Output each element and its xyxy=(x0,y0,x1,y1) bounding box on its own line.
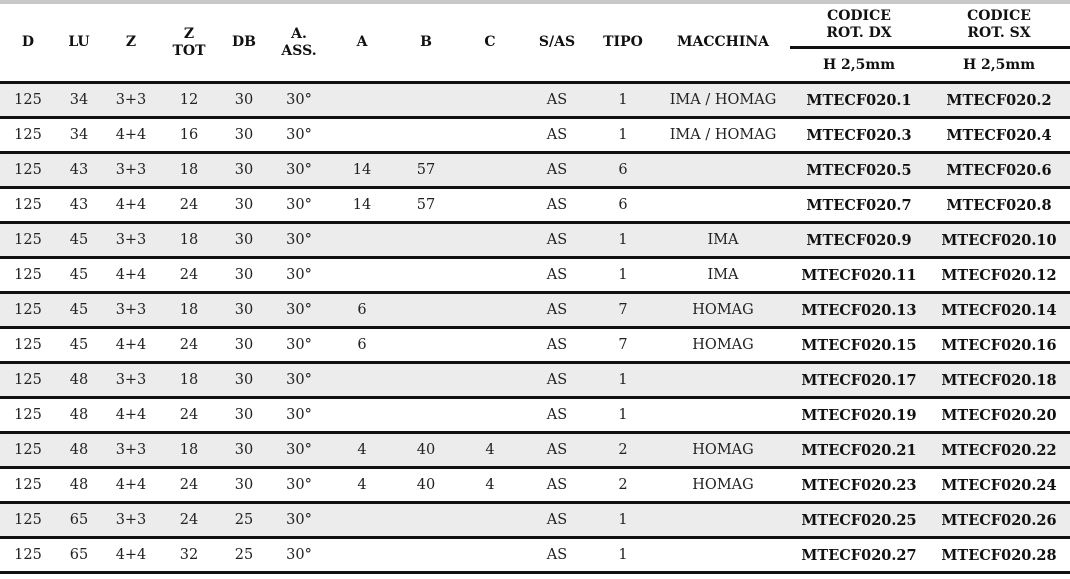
cell-aass: 30° xyxy=(286,92,312,108)
cell-db: 25 xyxy=(234,512,254,528)
cell-sas: AS xyxy=(546,512,568,528)
cell-ztot: 24 xyxy=(179,477,199,493)
cell-db: 30 xyxy=(234,407,254,423)
cell-b xyxy=(396,293,456,328)
cell-lu: 48 xyxy=(69,407,89,423)
cell-aass: 30° xyxy=(286,442,312,458)
header-h-dx: H 2,5mm xyxy=(822,56,896,73)
cell-macchina: IMA xyxy=(707,232,739,248)
cell-aass: 30° xyxy=(286,197,312,213)
cell-lu: 34 xyxy=(69,127,89,143)
table-row xyxy=(0,118,1070,153)
cell-lu: 65 xyxy=(69,512,89,528)
cell-ztot: 24 xyxy=(179,407,199,423)
cell-c xyxy=(456,363,524,398)
cell-db: 30 xyxy=(234,162,254,178)
cell-aass: 30° xyxy=(286,477,312,493)
cell-sx: MTECF020.18 xyxy=(941,371,1057,389)
cell-sx: MTECF020.28 xyxy=(941,546,1057,564)
cell-d: 125 xyxy=(14,302,42,318)
table-header xyxy=(0,4,1070,83)
header-b: B xyxy=(420,34,432,50)
cell-tipo: 2 xyxy=(618,477,628,493)
header-codice-dx-line1: CODICE xyxy=(827,8,891,24)
cell-c xyxy=(456,153,524,188)
header-codice-dx-line2: ROT. DX xyxy=(826,25,892,41)
cell-a xyxy=(328,363,396,398)
header-z-tot-line1: Z xyxy=(183,25,195,42)
cell-tipo: 1 xyxy=(618,407,628,423)
cell-lu: 45 xyxy=(69,337,89,353)
cell-db: 30 xyxy=(234,442,254,458)
cell-tipo: 1 xyxy=(618,547,628,563)
cell-dx: MTECF020.21 xyxy=(801,441,917,459)
header-d: D xyxy=(21,34,35,50)
cell-tipo: 1 xyxy=(618,232,628,248)
cell-c xyxy=(456,188,524,223)
cell-d: 125 xyxy=(14,407,42,423)
cell-db: 30 xyxy=(234,267,254,283)
cell-sas: AS xyxy=(546,442,568,458)
cell-macchina xyxy=(656,398,790,433)
cell-c xyxy=(456,293,524,328)
table-row xyxy=(0,503,1070,538)
header-codice-rot-dx xyxy=(790,4,928,48)
cell-b: 40 xyxy=(416,442,436,458)
cell-macchina xyxy=(656,153,790,188)
cell-sas: AS xyxy=(546,477,568,493)
cell-dx: MTECF020.11 xyxy=(801,266,917,284)
header-tipo: TIPO xyxy=(603,34,643,50)
cell-macchina: IMA xyxy=(707,267,739,283)
header-s-as: S/AS xyxy=(538,34,576,50)
cell-z: 4+4 xyxy=(115,407,147,423)
cell-lu: 34 xyxy=(69,92,89,108)
cell-dx: MTECF020.3 xyxy=(806,126,912,144)
cell-dx: MTECF020.17 xyxy=(801,371,917,389)
cell-sas: AS xyxy=(546,232,568,248)
cell-ztot: 18 xyxy=(179,372,199,388)
cell-lu: 48 xyxy=(69,372,89,388)
cell-aass: 30° xyxy=(286,407,312,423)
cell-ztot: 24 xyxy=(179,197,199,213)
cell-aass: 30° xyxy=(286,512,312,528)
cell-lu: 48 xyxy=(69,477,89,493)
cell-db: 30 xyxy=(234,372,254,388)
table-row xyxy=(0,153,1070,188)
cell-c xyxy=(456,538,524,573)
cell-sas: AS xyxy=(546,197,568,213)
header-codice-sx-line1: CODICE xyxy=(967,8,1031,24)
cell-z: 4+4 xyxy=(115,267,147,283)
cell-b xyxy=(396,258,456,293)
cell-dx: MTECF020.19 xyxy=(801,406,917,424)
header-z-tot-line2: TOT xyxy=(172,42,206,59)
cell-b xyxy=(396,83,456,118)
table-row xyxy=(0,223,1070,258)
cell-a: 4 xyxy=(357,477,367,493)
cell-d: 125 xyxy=(14,372,42,388)
cell-b: 57 xyxy=(416,162,436,178)
cell-b xyxy=(396,398,456,433)
table-row xyxy=(0,363,1070,398)
cell-macchina: HOMAG xyxy=(692,442,754,458)
cell-c: 4 xyxy=(485,477,495,493)
cell-d: 125 xyxy=(14,197,42,213)
cell-a: 4 xyxy=(357,442,367,458)
cell-dx: MTECF020.5 xyxy=(806,161,912,179)
cell-c xyxy=(456,258,524,293)
cell-lu: 43 xyxy=(69,197,89,213)
cell-c xyxy=(456,503,524,538)
header-a-ass-line1: A. xyxy=(291,25,307,42)
cell-lu: 45 xyxy=(69,302,89,318)
cell-sx: MTECF020.12 xyxy=(941,266,1057,284)
cell-tipo: 6 xyxy=(618,162,628,178)
cell-z: 3+3 xyxy=(115,372,147,388)
cell-sx: MTECF020.10 xyxy=(941,231,1057,249)
cell-aass: 30° xyxy=(286,232,312,248)
cell-dx: MTECF020.15 xyxy=(801,336,917,354)
cell-dx: MTECF020.25 xyxy=(801,511,917,529)
cell-sas: AS xyxy=(546,92,568,108)
cell-dx: MTECF020.23 xyxy=(801,476,917,494)
header-codice-sx-line2: ROT. SX xyxy=(967,25,1031,41)
cell-sx: MTECF020.20 xyxy=(941,406,1057,424)
cell-sas: AS xyxy=(546,547,568,563)
cell-a xyxy=(328,258,396,293)
cell-tipo: 1 xyxy=(618,372,628,388)
cell-tipo: 1 xyxy=(618,127,628,143)
cell-lu: 45 xyxy=(69,232,89,248)
cell-b xyxy=(396,118,456,153)
header-c: C xyxy=(484,34,496,50)
cell-macchina: IMA / HOMAG xyxy=(669,92,777,108)
cell-aass: 30° xyxy=(286,302,312,318)
cell-tipo: 7 xyxy=(618,302,628,318)
cell-sas: AS xyxy=(546,127,568,143)
table-row xyxy=(0,188,1070,223)
cell-aass: 30° xyxy=(286,547,312,563)
cell-tipo: 2 xyxy=(618,442,628,458)
cell-ztot: 24 xyxy=(179,512,199,528)
cell-b xyxy=(396,328,456,363)
table-row xyxy=(0,538,1070,573)
cell-a: 6 xyxy=(357,337,367,353)
cell-z: 3+3 xyxy=(115,442,147,458)
cell-b xyxy=(396,363,456,398)
header-a-ass xyxy=(270,4,328,83)
cell-sas: AS xyxy=(546,337,568,353)
cell-sx: MTECF020.22 xyxy=(941,441,1057,459)
cell-z: 4+4 xyxy=(115,547,147,563)
cell-tipo: 1 xyxy=(618,512,628,528)
table-row xyxy=(0,293,1070,328)
cell-sx: MTECF020.4 xyxy=(946,126,1052,144)
cell-c xyxy=(456,83,524,118)
cell-aass: 30° xyxy=(286,267,312,283)
cell-dx: MTECF020.7 xyxy=(806,196,912,214)
table-body xyxy=(0,83,1070,573)
cell-ztot: 32 xyxy=(179,547,199,563)
cell-c xyxy=(456,223,524,258)
cell-lu: 43 xyxy=(69,162,89,178)
cell-b xyxy=(396,538,456,573)
cell-macchina: HOMAG xyxy=(692,337,754,353)
cell-z: 4+4 xyxy=(115,197,147,213)
cell-b xyxy=(396,223,456,258)
cell-d: 125 xyxy=(14,477,42,493)
header-h-sx: H 2,5mm xyxy=(962,56,1036,73)
cell-d: 125 xyxy=(14,512,42,528)
cell-d: 125 xyxy=(14,267,42,283)
cell-sx: MTECF020.26 xyxy=(941,511,1057,529)
cell-lu: 48 xyxy=(69,442,89,458)
cell-db: 30 xyxy=(234,127,254,143)
cell-db: 25 xyxy=(234,547,254,563)
cell-d: 125 xyxy=(14,547,42,563)
cell-lu: 65 xyxy=(69,547,89,563)
cell-dx: MTECF020.27 xyxy=(801,546,917,564)
cell-a: 14 xyxy=(352,197,372,213)
header-z-tot xyxy=(160,4,218,83)
cell-ztot: 12 xyxy=(179,92,199,108)
cell-sas: AS xyxy=(546,302,568,318)
cell-z: 3+3 xyxy=(115,232,147,248)
cell-a xyxy=(328,118,396,153)
product-table xyxy=(0,4,1070,574)
cell-tipo: 7 xyxy=(618,337,628,353)
cell-b xyxy=(396,503,456,538)
cell-z: 4+4 xyxy=(115,337,147,353)
cell-d: 125 xyxy=(14,162,42,178)
table-row xyxy=(0,328,1070,363)
table-row xyxy=(0,83,1070,118)
cell-sx: MTECF020.16 xyxy=(941,336,1057,354)
cell-a xyxy=(328,538,396,573)
cell-c xyxy=(456,118,524,153)
cell-d: 125 xyxy=(14,92,42,108)
table-row xyxy=(0,258,1070,293)
cell-aass: 30° xyxy=(286,127,312,143)
cell-z: 3+3 xyxy=(115,302,147,318)
cell-dx: MTECF020.13 xyxy=(801,301,917,319)
cell-d: 125 xyxy=(14,232,42,248)
cell-c xyxy=(456,328,524,363)
cell-sas: AS xyxy=(546,372,568,388)
cell-sx: MTECF020.8 xyxy=(946,196,1052,214)
cell-d: 125 xyxy=(14,442,42,458)
cell-db: 30 xyxy=(234,92,254,108)
cell-macchina: HOMAG xyxy=(692,302,754,318)
header-lu: LU xyxy=(68,34,90,50)
cell-macchina xyxy=(656,503,790,538)
cell-c xyxy=(456,398,524,433)
cell-macchina xyxy=(656,538,790,573)
cell-dx: MTECF020.1 xyxy=(806,91,912,109)
header-z: Z xyxy=(125,34,137,50)
cell-ztot: 18 xyxy=(179,442,199,458)
cell-db: 30 xyxy=(234,477,254,493)
cell-tipo: 1 xyxy=(618,92,628,108)
cell-z: 3+3 xyxy=(115,512,147,528)
cell-sx: MTECF020.2 xyxy=(946,91,1052,109)
cell-ztot: 18 xyxy=(179,302,199,318)
table-row xyxy=(0,398,1070,433)
cell-aass: 30° xyxy=(286,162,312,178)
cell-ztot: 24 xyxy=(179,337,199,353)
cell-a xyxy=(328,398,396,433)
header-macchina: MACCHINA xyxy=(676,34,770,50)
cell-a xyxy=(328,503,396,538)
cell-tipo: 6 xyxy=(618,197,628,213)
cell-ztot: 24 xyxy=(179,267,199,283)
cell-d: 125 xyxy=(14,337,42,353)
cell-ztot: 16 xyxy=(179,127,199,143)
cell-lu: 45 xyxy=(69,267,89,283)
cell-dx: MTECF020.9 xyxy=(806,231,912,249)
cell-sx: MTECF020.14 xyxy=(941,301,1057,319)
cell-aass: 30° xyxy=(286,372,312,388)
cell-sas: AS xyxy=(546,407,568,423)
table-row xyxy=(0,433,1070,468)
cell-macchina xyxy=(656,363,790,398)
header-a: A xyxy=(356,34,368,50)
cell-tipo: 1 xyxy=(618,267,628,283)
cell-z: 4+4 xyxy=(115,477,147,493)
cell-macchina: HOMAG xyxy=(692,477,754,493)
cell-sas: AS xyxy=(546,267,568,283)
cell-sx: MTECF020.24 xyxy=(941,476,1057,494)
cell-a: 6 xyxy=(357,302,367,318)
cell-z: 3+3 xyxy=(115,162,147,178)
cell-sas: AS xyxy=(546,162,568,178)
cell-b: 57 xyxy=(416,197,436,213)
cell-db: 30 xyxy=(234,197,254,213)
table-row xyxy=(0,468,1070,503)
header-codice-rot-sx xyxy=(928,4,1070,48)
cell-aass: 30° xyxy=(286,337,312,353)
cell-c: 4 xyxy=(485,442,495,458)
cell-db: 30 xyxy=(234,302,254,318)
cell-z: 4+4 xyxy=(115,127,147,143)
cell-macchina xyxy=(656,188,790,223)
header-a-ass-line2: ASS. xyxy=(281,42,317,59)
cell-a xyxy=(328,83,396,118)
header-db: DB xyxy=(232,34,256,50)
cell-a: 14 xyxy=(352,162,372,178)
cell-db: 30 xyxy=(234,232,254,248)
cell-db: 30 xyxy=(234,337,254,353)
cell-ztot: 18 xyxy=(179,162,199,178)
cell-sx: MTECF020.6 xyxy=(946,161,1052,179)
cell-d: 125 xyxy=(14,127,42,143)
cell-a xyxy=(328,223,396,258)
cell-ztot: 18 xyxy=(179,232,199,248)
cell-b: 40 xyxy=(416,477,436,493)
cell-z: 3+3 xyxy=(115,92,147,108)
cell-macchina: IMA / HOMAG xyxy=(669,127,777,143)
